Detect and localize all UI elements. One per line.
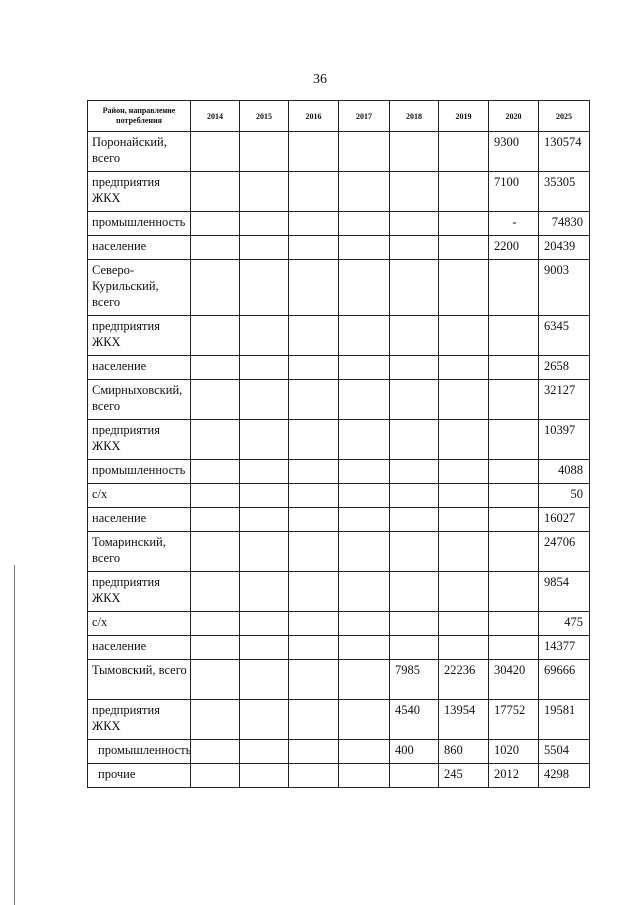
table-cell bbox=[289, 700, 339, 740]
table-cell bbox=[191, 508, 240, 532]
table-cell bbox=[439, 460, 489, 484]
table-row bbox=[88, 612, 590, 636]
table-cell bbox=[191, 572, 240, 612]
table-cell bbox=[390, 764, 439, 788]
column-header: Район, направление потребления bbox=[88, 101, 191, 132]
table-cell bbox=[240, 484, 289, 508]
table-cell bbox=[191, 612, 240, 636]
table-cell bbox=[439, 572, 489, 612]
table-cell: 5504 bbox=[539, 740, 590, 764]
column-header: 2016 bbox=[289, 101, 339, 132]
row-label: Тымовский, всего bbox=[88, 660, 191, 700]
row-label: Смирныховский, всего bbox=[88, 380, 191, 420]
table-cell bbox=[240, 636, 289, 660]
table-cell bbox=[191, 740, 240, 764]
column-header: 2015 bbox=[240, 101, 289, 132]
table-row bbox=[88, 460, 590, 484]
table-cell bbox=[390, 260, 439, 316]
row-label: с/х bbox=[88, 484, 191, 508]
table-row bbox=[88, 660, 590, 700]
table-cell bbox=[240, 260, 289, 316]
column-header: 2017 bbox=[339, 101, 390, 132]
table-cell bbox=[339, 484, 390, 508]
table-row bbox=[88, 260, 590, 316]
table-cell: 74830 bbox=[539, 212, 590, 236]
table-row bbox=[88, 636, 590, 660]
table-cell bbox=[489, 380, 539, 420]
table-cell: 4540 bbox=[390, 700, 439, 740]
page-number: 36 bbox=[313, 72, 327, 87]
table-cell bbox=[339, 212, 390, 236]
table-cell bbox=[240, 236, 289, 260]
table-cell: 4088 bbox=[539, 460, 590, 484]
table-cell: 30420 bbox=[489, 660, 539, 700]
table-cell bbox=[191, 212, 240, 236]
table-cell bbox=[439, 260, 489, 316]
table-cell: 69666 bbox=[539, 660, 590, 700]
table-cell bbox=[289, 660, 339, 700]
header-row bbox=[88, 101, 590, 132]
table-cell bbox=[339, 660, 390, 700]
table-cell bbox=[390, 380, 439, 420]
table-cell bbox=[390, 508, 439, 532]
table-cell bbox=[191, 172, 240, 212]
table-cell bbox=[489, 316, 539, 356]
row-label: Северо-Курильский, всего bbox=[88, 260, 191, 316]
table-cell bbox=[191, 532, 240, 572]
table-cell bbox=[240, 572, 289, 612]
table-cell: 50 bbox=[539, 484, 590, 508]
table-cell bbox=[439, 484, 489, 508]
table-cell bbox=[240, 660, 289, 700]
table-cell bbox=[240, 316, 289, 356]
table-cell bbox=[339, 260, 390, 316]
table-cell: 2012 bbox=[489, 764, 539, 788]
table-cell bbox=[240, 700, 289, 740]
table-cell bbox=[489, 572, 539, 612]
table-row bbox=[88, 508, 590, 532]
table-cell bbox=[289, 764, 339, 788]
table-cell bbox=[289, 132, 339, 172]
table-cell bbox=[191, 764, 240, 788]
table-cell bbox=[339, 532, 390, 572]
table-cell bbox=[489, 260, 539, 316]
table-cell: 130574 bbox=[539, 132, 590, 172]
table-cell: 24706 bbox=[539, 532, 590, 572]
table-cell bbox=[240, 132, 289, 172]
table-row bbox=[88, 316, 590, 356]
row-label: промышленность bbox=[88, 460, 191, 484]
table-cell bbox=[191, 260, 240, 316]
table-cell bbox=[289, 260, 339, 316]
table-cell bbox=[240, 356, 289, 380]
table-cell: 2200 bbox=[489, 236, 539, 260]
table-cell bbox=[439, 356, 489, 380]
scan-edge-line bbox=[14, 565, 15, 905]
table-row bbox=[88, 572, 590, 612]
table-cell bbox=[240, 212, 289, 236]
row-label: промышленность bbox=[88, 740, 191, 764]
table-cell: 17752 bbox=[489, 700, 539, 740]
table-cell: 20439 bbox=[539, 236, 590, 260]
table-cell bbox=[339, 636, 390, 660]
table-cell bbox=[390, 612, 439, 636]
table-cell bbox=[191, 636, 240, 660]
table-cell bbox=[339, 380, 390, 420]
table-cell bbox=[240, 460, 289, 484]
table-cell bbox=[439, 212, 489, 236]
table-cell bbox=[289, 420, 339, 460]
table-cell bbox=[289, 636, 339, 660]
row-label: население bbox=[88, 508, 191, 532]
table-cell bbox=[289, 508, 339, 532]
table-cell bbox=[390, 236, 439, 260]
table-cell bbox=[339, 316, 390, 356]
table-body bbox=[88, 132, 590, 788]
table-cell bbox=[339, 572, 390, 612]
table-cell bbox=[489, 356, 539, 380]
table-cell: 9300 bbox=[489, 132, 539, 172]
column-header: 2014 bbox=[191, 101, 240, 132]
table-cell: 16027 bbox=[539, 508, 590, 532]
table-cell bbox=[390, 636, 439, 660]
table-cell: 7100 bbox=[489, 172, 539, 212]
table-cell bbox=[339, 740, 390, 764]
table-row bbox=[88, 380, 590, 420]
table-cell: 860 bbox=[439, 740, 489, 764]
table-cell bbox=[191, 660, 240, 700]
table-row bbox=[88, 420, 590, 460]
column-header: 2018 bbox=[390, 101, 439, 132]
table-cell: 475 bbox=[539, 612, 590, 636]
table-cell bbox=[439, 380, 489, 420]
table-row bbox=[88, 356, 590, 380]
table-row bbox=[88, 740, 590, 764]
table-cell bbox=[390, 572, 439, 612]
table-cell bbox=[240, 380, 289, 420]
row-label: промышленность bbox=[88, 212, 191, 236]
table-cell bbox=[289, 612, 339, 636]
table-cell bbox=[439, 612, 489, 636]
row-label: предприятия ЖКХ bbox=[88, 572, 191, 612]
table-cell bbox=[339, 236, 390, 260]
table-row bbox=[88, 764, 590, 788]
column-header: 2025 bbox=[539, 101, 590, 132]
table-cell bbox=[339, 172, 390, 212]
table-cell bbox=[339, 700, 390, 740]
table-cell bbox=[240, 612, 289, 636]
table-cell bbox=[240, 764, 289, 788]
table-cell bbox=[191, 132, 240, 172]
table-cell bbox=[240, 172, 289, 212]
table-cell bbox=[439, 532, 489, 572]
table-cell bbox=[390, 316, 439, 356]
table-cell: 19581 bbox=[539, 700, 590, 740]
table-cell bbox=[289, 316, 339, 356]
table-cell: 2658 bbox=[539, 356, 590, 380]
table-cell bbox=[390, 356, 439, 380]
table-cell: 400 bbox=[390, 740, 439, 764]
table-cell bbox=[489, 420, 539, 460]
table-cell: 7985 bbox=[390, 660, 439, 700]
table-row bbox=[88, 484, 590, 508]
table-cell bbox=[339, 764, 390, 788]
table-cell bbox=[191, 460, 240, 484]
table-cell bbox=[489, 460, 539, 484]
table-row bbox=[88, 172, 590, 212]
row-label: предприятия ЖКХ bbox=[88, 420, 191, 460]
table-cell bbox=[339, 612, 390, 636]
table-row bbox=[88, 212, 590, 236]
table-cell bbox=[191, 484, 240, 508]
table-cell bbox=[439, 316, 489, 356]
table-cell bbox=[439, 132, 489, 172]
table-cell bbox=[439, 636, 489, 660]
table-cell bbox=[289, 572, 339, 612]
table-cell bbox=[489, 484, 539, 508]
table-cell bbox=[191, 420, 240, 460]
row-label: Поронайский, всего bbox=[88, 132, 191, 172]
table-cell: 22236 bbox=[439, 660, 489, 700]
row-label: предприятия ЖКХ bbox=[88, 316, 191, 356]
column-header: 2019 bbox=[439, 101, 489, 132]
table-cell: 35305 bbox=[539, 172, 590, 212]
table-cell bbox=[240, 532, 289, 572]
table-cell bbox=[339, 132, 390, 172]
row-label: население bbox=[88, 236, 191, 260]
row-label: население bbox=[88, 636, 191, 660]
table-cell: 13954 bbox=[439, 700, 489, 740]
table-cell bbox=[191, 700, 240, 740]
table-cell bbox=[489, 508, 539, 532]
table-cell bbox=[489, 532, 539, 572]
table-cell bbox=[390, 532, 439, 572]
table-cell bbox=[289, 380, 339, 420]
table-cell bbox=[191, 356, 240, 380]
column-header: 2020 bbox=[489, 101, 539, 132]
table-cell bbox=[390, 420, 439, 460]
table-cell bbox=[240, 508, 289, 532]
table-cell bbox=[240, 420, 289, 460]
table-cell bbox=[439, 508, 489, 532]
table-cell bbox=[289, 212, 339, 236]
table-cell bbox=[339, 508, 390, 532]
row-label: население bbox=[88, 356, 191, 380]
table-cell bbox=[390, 484, 439, 508]
table-cell: 14377 bbox=[539, 636, 590, 660]
table-row bbox=[88, 700, 590, 740]
row-label: предприятия ЖКХ bbox=[88, 172, 191, 212]
table-cell bbox=[339, 356, 390, 380]
table-cell bbox=[390, 132, 439, 172]
table-cell: 6345 bbox=[539, 316, 590, 356]
table-cell bbox=[191, 236, 240, 260]
table-cell bbox=[289, 356, 339, 380]
row-label: прочие bbox=[88, 764, 191, 788]
table-cell bbox=[289, 532, 339, 572]
table-cell bbox=[439, 420, 489, 460]
table-cell bbox=[289, 172, 339, 212]
consumption-table bbox=[87, 100, 590, 788]
table-cell: 4298 bbox=[539, 764, 590, 788]
table-cell bbox=[489, 636, 539, 660]
table-cell bbox=[339, 420, 390, 460]
row-label: предприятия ЖКХ bbox=[88, 700, 191, 740]
table-row bbox=[88, 132, 590, 172]
row-label: с/х bbox=[88, 612, 191, 636]
row-label: Томаринский, всего bbox=[88, 532, 191, 572]
table-cell: 10397 bbox=[539, 420, 590, 460]
table-cell bbox=[289, 740, 339, 764]
table-cell bbox=[390, 460, 439, 484]
table-cell: 9854 bbox=[539, 572, 590, 612]
table-cell: 32127 bbox=[539, 380, 590, 420]
table-row bbox=[88, 236, 590, 260]
table-cell bbox=[289, 236, 339, 260]
table-cell bbox=[390, 212, 439, 236]
table-cell bbox=[191, 380, 240, 420]
table-row bbox=[88, 532, 590, 572]
table-cell bbox=[489, 612, 539, 636]
table-cell: - bbox=[489, 212, 539, 236]
table-cell bbox=[439, 236, 489, 260]
table-cell: 9003 bbox=[539, 260, 590, 316]
table-cell bbox=[390, 172, 439, 212]
table-cell: 245 bbox=[439, 764, 489, 788]
table-cell: 1020 bbox=[489, 740, 539, 764]
table-cell bbox=[240, 740, 289, 764]
table-cell bbox=[339, 460, 390, 484]
table-cell bbox=[289, 484, 339, 508]
table-cell bbox=[439, 172, 489, 212]
table-cell bbox=[191, 316, 240, 356]
table-cell bbox=[289, 460, 339, 484]
